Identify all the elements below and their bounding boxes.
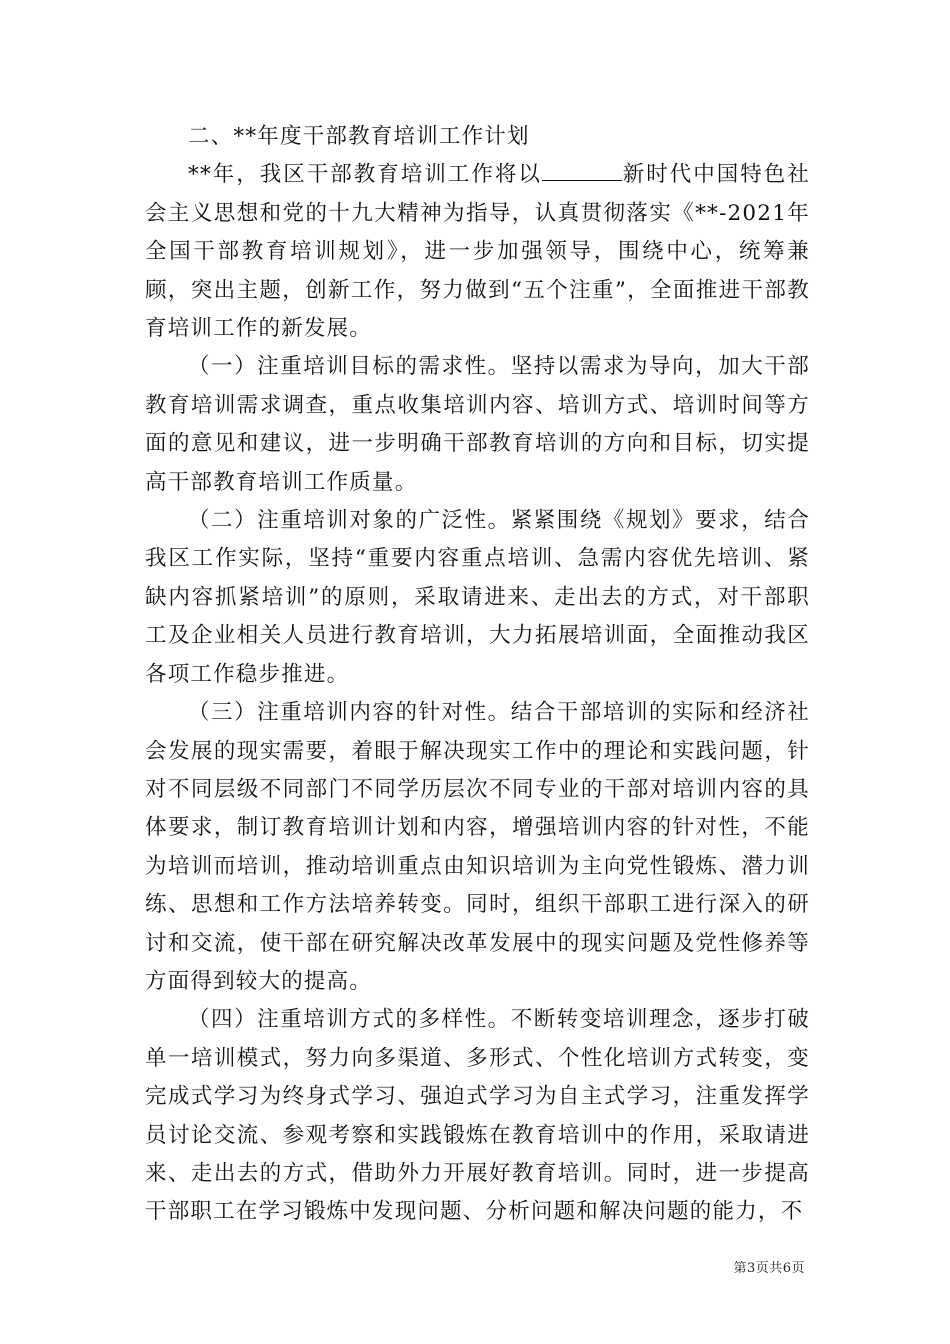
document-body (145, 118, 810, 1232)
paragraph-3: （三）注重培训内容的针对性。结合干部培训的实际和经济社会发展的现实需要，着眼于解决现实工作中的理论和实践问题，针对不同层级不同部门不同学历层次不同专业的干部对培训内容的具体要求，制订教育培训计划和内容，增强培训内容的针对性，不能为培训而培训，推动培训重点由知识培训为主向党性锻炼、潜力训练、思想和工作方法培养转变。同时，组织干部职工进行深入的研讨和交流，使干部在研究解决改革发展中的现实问题及党性修养等方面得到较大的提高。 (145, 700, 810, 994)
paragraph-4: （四）注重培训方式的多样性。不断转变培训理念，逐步打破单一培训模式，努力向多渠道、多形式、个性化培训方式转变，变完成式学习为终身式学习、强迫式学习为自主式学习，注重发挥学员讨论交流、参观考察和实践锻炼在教育培训中的作用，采取请进来、走出去的方式，借助外力开展好教育培训。同时，进一步提高干部职工在学习锻炼中发现问题、分析问题和解决问题的能力，不 (145, 1007, 810, 1225)
page-number: 第3页共6页 (733, 1261, 805, 1276)
paragraph-1: （一）注重培训目标的需求性。坚持以需求为导向，加大干部教育培训需求调查，重点收集培训内容、培训方式、培训时间等方面的意见和建议，进一步明确干部教育培训的方向和目标，切实提高干部教育培训工作质量。 (145, 354, 810, 495)
intro-text-end: 新时代中国特色社会主义思想和党的十九大精神为指导，认真贯彻落实《**-2021年全国干部教育培训规划》，进一步加强领导，围绕中心，统筹兼顾，突出主题，创新工作，努力做到“五个注重”，全面推进干部教育培训工作的新发展。 (145, 162, 810, 342)
intro-paragraph (145, 156, 810, 348)
paragraph-2: （二）注重培训对象的广泛性。紧紧围绕《规划》要求，结合我区工作实际，坚持“重要内容重点培训、急需内容优先培训、紧缺内容抓紧培训”的原则，采取请进来、走出去的方式，对干部职工及企业相关人员进行教育培训，大力拓展培训面，全面推动我区各项工作稳步推进。 (145, 508, 810, 687)
section-heading: 二、**年度干部教育培训工作计划 (188, 124, 530, 149)
intro-text-start: **年，我区干部教育培训工作将以 (188, 162, 542, 188)
fill-in-blank (542, 164, 622, 181)
